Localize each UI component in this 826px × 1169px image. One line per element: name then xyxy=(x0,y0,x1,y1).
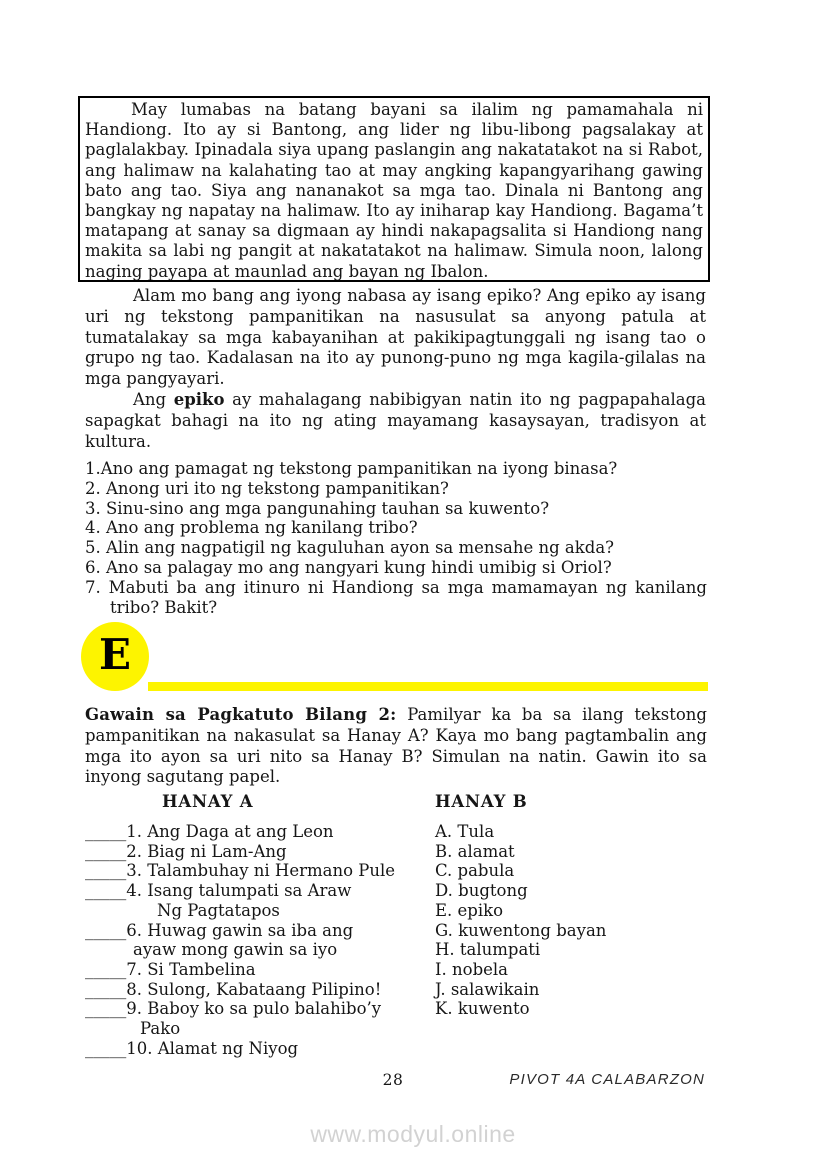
question-7: 7. Mabuti ba ang itinuro ni Handiong sa mga mamamayan ng kanilang tribo? Bakit? xyxy=(85,577,707,617)
hanay-a-list xyxy=(85,822,430,1058)
epiko-value-text-before: Ang xyxy=(133,389,174,409)
hanay-b-item-d: D. bugtong xyxy=(435,881,528,901)
activity-text: Pamilyar ka ba sa ilang tekstong pampanitikan na nakasulat sa Hanay A? Kaya mo bang pagtambalin ang mga ito ayon sa uri nito sa Hanay B? Simulan na natin. Gawin ito sa inyong sagutang papel. xyxy=(85,705,707,787)
question-3: 3. Sinu-sino ang mga pangunahing tauhan sa kuwento? xyxy=(85,498,550,518)
hanay-b-list xyxy=(435,822,705,1019)
question-6: 6. Ano sa palagay mo ang nangyari kung hindi umibig si Oriol? xyxy=(85,557,612,577)
hanay-a-item-1: _____1. Ang Daga at ang Leon xyxy=(85,822,334,841)
epiko-bold-term: epiko xyxy=(173,389,225,409)
hanay-b-item-j: J. salawikain xyxy=(435,979,540,999)
footer-module-label: PIVOT 4A CALABARZON xyxy=(509,1071,705,1088)
hanay-a-item-3: _____3. Talambuhay ni Hermano Pule xyxy=(85,861,396,881)
hanay-a-item-4-continuation: Ng Pagtatapos xyxy=(157,900,280,920)
activity-instructions xyxy=(85,705,707,788)
hanay-a-item-2: _____2. Biag ni Lam-Ang xyxy=(85,841,287,861)
hanay-b-item-h: H. talumpati xyxy=(435,940,541,960)
epiko-value-text-after: ay mahalagang nabibigyan natin ito ng pagpapahalaga sapagkat bahagi na ito ng ating mayamang kasaysayan, tradisyon at kultura. xyxy=(85,389,707,451)
epiko-value-paragraph xyxy=(85,390,706,452)
hanay-a-item-9: _____9. Baboy ko sa pulo balahibo’y xyxy=(85,999,382,1019)
hanay-a-item-7: _____7. Si Tambelina xyxy=(85,959,256,979)
section-badge-circle xyxy=(81,622,149,691)
hanay-b-item-k: K. kuwento xyxy=(435,999,530,1019)
question-1: 1.Ano ang pamagat ng tekstong pampanitikan na iyong binasa? xyxy=(85,459,618,478)
hanay-b-item-b: B. alamat xyxy=(435,841,515,861)
story-excerpt-text: May lumabas na batang bayani sa ilalim ng pamamahala ni Handiong. Ito ay si Bantong, ang lider ng libu-libong pagsalakay at paglalakbay. Ipinadala siya upang paslangin ang nakatatakot na si Rabot, ang halimaw na kalahating tao at may angking kapangyarihang gawing bato ang tao. Siya ang nananakot sa mga tao. Dinala ni Bantong ang bangkay ng napatay na halimaw. Ito ay iniharap kay Handiong. Bagama’t matapang at sanay sa digmaan ay hindi nakapagsalita si Handiong nang makita sa labi ng pangit at nakatatakot na halimaw. Simula noon, lalong naging payapa at maunlad ang bayan ng Ibalon. xyxy=(85,100,703,281)
hanay-a-item-9-continuation: Pako xyxy=(140,1019,181,1039)
hanay-b-item-g: G. kuwentong bayan xyxy=(435,920,607,940)
hanay-a-item-4: _____4. Isang talumpati sa Araw xyxy=(85,881,352,901)
question-2: 2. Anong uri ito ng tekstong pampanitikan? xyxy=(85,478,449,498)
hanay-a-item-6: _____6. Huwag gawin sa iba ang xyxy=(85,920,354,940)
hanay-a-item-10: _____10. Alamat ng Niyog xyxy=(85,1038,299,1058)
hanay-b-item-i: I. nobela xyxy=(435,959,509,979)
hanay-b-item-a: A. Tula xyxy=(435,822,495,841)
hanay-b-item-c: C. pabula xyxy=(435,861,515,881)
activity-title: Gawain sa Pagkatuto Bilang 2: xyxy=(85,705,397,724)
page-number: 28 xyxy=(382,1071,404,1089)
question-4: 4. Ano ang problema ng kanilang tribo? xyxy=(85,518,418,538)
question-5: 5. Alin ang nagpatigil ng kaguluhan ayon sa mensahe ng akda? xyxy=(85,538,614,558)
section-badge-letter: E xyxy=(98,629,131,679)
epiko-intro-paragraph: Alam mo bang ang iyong nabasa ay isang epiko? Ang epiko ay isang uri ng tekstong pampanitikan na nasusulat sa anyong patula at tumatalakay sa mga kabayanihan at pakikipagtunggali ng isang tao o grupo ng tao. Kadalasan na ito ay punong-puno ng mga kagila-gilalas na mga pangyayari. xyxy=(85,286,706,389)
story-excerpt-box xyxy=(78,96,710,282)
hanay-b-item-e: E. epiko xyxy=(435,900,504,920)
hanay-a-item-6-continuation: ayaw mong gawin sa iyo xyxy=(133,940,338,960)
comprehension-questions xyxy=(85,459,707,617)
section-divider-rule xyxy=(148,682,708,691)
hanay-a-item-8: _____8. Sulong, Kabataang Pilipino! xyxy=(85,979,382,999)
explanation-section xyxy=(85,286,706,452)
hanay-a-header: HANAY A xyxy=(162,792,254,811)
watermark-text: www.modyul.online xyxy=(310,1121,516,1147)
hanay-b-header: HANAY B xyxy=(435,792,528,811)
